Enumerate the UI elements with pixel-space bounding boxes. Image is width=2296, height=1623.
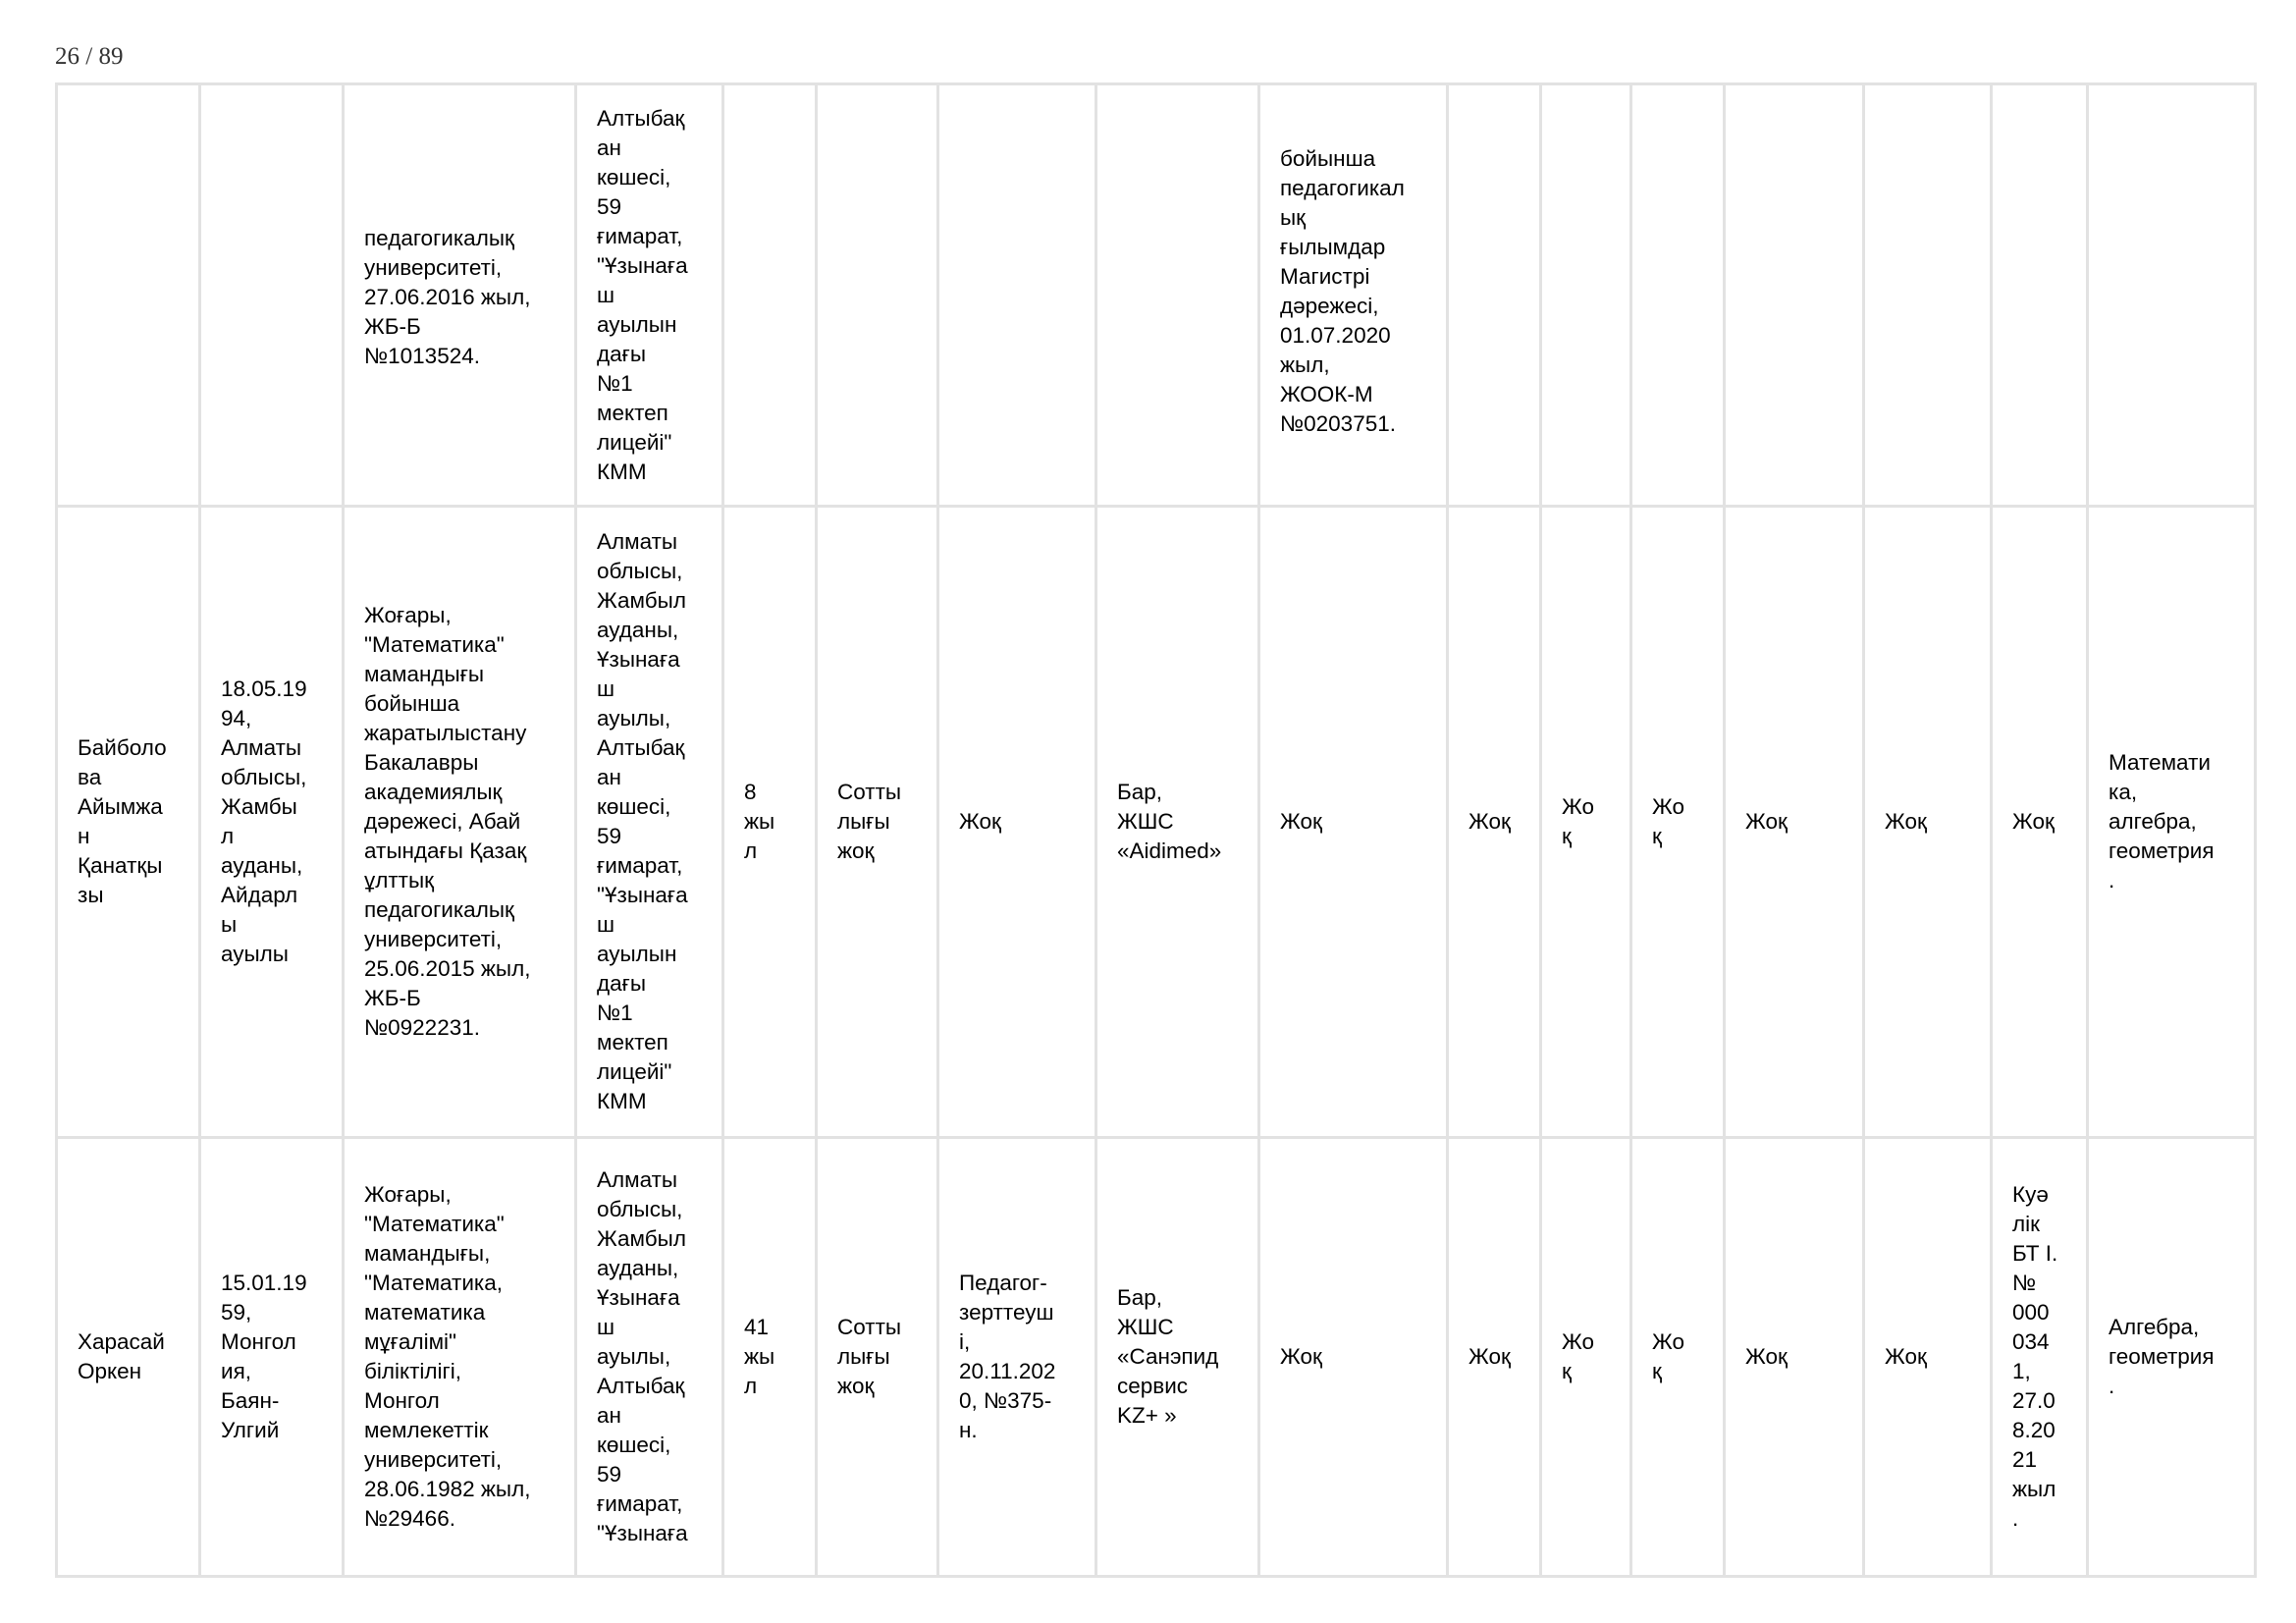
table-cell: Жоқ: [938, 507, 1096, 1138]
table-cell: педагогикалық университеті, 27.06.2016 жыл, ЖБ-Б №1013524.: [344, 84, 576, 507]
table-cell: Бар, ЖШС «Aidimed»: [1096, 507, 1259, 1138]
table-cell: 18.05.19 94, Алматы облысы, Жамбы л ауданы, Айдарл ы ауылы: [200, 507, 344, 1138]
table-cell: 41 жы л: [723, 1138, 817, 1577]
table-cell: 8 жы л: [723, 507, 817, 1138]
table-cell: Жоқ: [1864, 1138, 1992, 1577]
table-cell: [723, 84, 817, 507]
table-cell: Харасай Оркен: [57, 1138, 200, 1577]
table-cell: Жоқ: [1448, 1138, 1541, 1577]
table-cell: Сотты лығы жоқ: [817, 507, 938, 1138]
table-cell: Сотты лығы жоқ: [817, 1138, 938, 1577]
table-cell: [1725, 84, 1864, 507]
table-cell: [938, 84, 1096, 507]
table-cell: Жо қ: [1541, 507, 1631, 1138]
table-cell: [2088, 84, 2256, 507]
table-cell: Жо қ: [1631, 1138, 1725, 1577]
table-cell: Жоқ: [1864, 507, 1992, 1138]
table-cell: Математи ка, алгебра, геометрия .: [2088, 507, 2256, 1138]
page-number: 26 / 89: [55, 43, 124, 70]
table-cell: Алматы облысы, Жамбыл ауданы, Ұзынаға ш ауылы, Алтыбақ ан көшесі, 59 ғимарат, "Ұзынаға: [576, 1138, 723, 1577]
table-cell: [1096, 84, 1259, 507]
table-cell: Жоғары, "Математика" мамандығы, "Математика, математика мұғалімі" біліктілігі, Монгол мемлекеттік университеті, 28.06.1982 жыл, №29466.: [344, 1138, 576, 1577]
table-row: [57, 84, 2256, 507]
table-cell: Алтыбақ ан көшесі, 59 ғимарат, "Ұзынаға ш ауылын дағы №1 мектеп лицейі" КММ: [576, 84, 723, 507]
table-row: [57, 507, 2256, 1138]
table-cell: Педагог- зерттеуш і, 20.11.202 0, №375- н.: [938, 1138, 1096, 1577]
table-cell: [1864, 84, 1992, 507]
table-cell: Куә лік БТ І. № 000 034 1, 27.0 8.20 21 жыл .: [1992, 1138, 2088, 1577]
table-cell: Жоқ: [1725, 507, 1864, 1138]
table-cell: бойынша педагогикал ық ғылымдар Магистрі дәрежесі, 01.07.2020 жыл, ЖООК-М №0203751.: [1259, 84, 1448, 507]
table-cell: Жоқ: [1259, 1138, 1448, 1577]
table-cell: Байболо ва Айымжа н Қанатқы зы: [57, 507, 200, 1138]
table-cell: Бар, ЖШС «Санэпид сервис KZ+ »: [1096, 1138, 1259, 1577]
table-cell: [817, 84, 938, 507]
table-cell: Жоқ: [1725, 1138, 1864, 1577]
table-row: [57, 1138, 2256, 1577]
table-cell: Алгебра, геометрия .: [2088, 1138, 2256, 1577]
table-cell: Жоқ: [1259, 507, 1448, 1138]
staff-table: [55, 82, 2257, 1578]
table-cell: Алматы облысы, Жамбыл ауданы, Ұзынаға ш ауылы, Алтыбақ ан көшесі, 59 ғимарат, "Ұзынаға ш ауылын дағы №1 мектеп лицейі" КММ: [576, 507, 723, 1138]
table-cell: Жоғары, "Математика" мамандығы бойынша жаратылыстану Бакалавры академиялық дәрежесі, Абай атындағы Қазақ ұлттық педагогикалық университеті, 25.06.2015 жыл, ЖБ-Б №0922231.: [344, 507, 576, 1138]
table-cell: Жо қ: [1631, 507, 1725, 1138]
table-cell: [57, 84, 200, 507]
table-cell: Жоқ: [1992, 507, 2088, 1138]
table-cell: [1631, 84, 1725, 507]
table-cell: Жо қ: [1541, 1138, 1631, 1577]
table-cell: Жоқ: [1448, 507, 1541, 1138]
table-cell: [200, 84, 344, 507]
table-cell: [1541, 84, 1631, 507]
table-cell: 15.01.19 59, Монгол ия, Баян- Улгий: [200, 1138, 344, 1577]
table-cell: [1992, 84, 2088, 507]
table-cell: [1448, 84, 1541, 507]
